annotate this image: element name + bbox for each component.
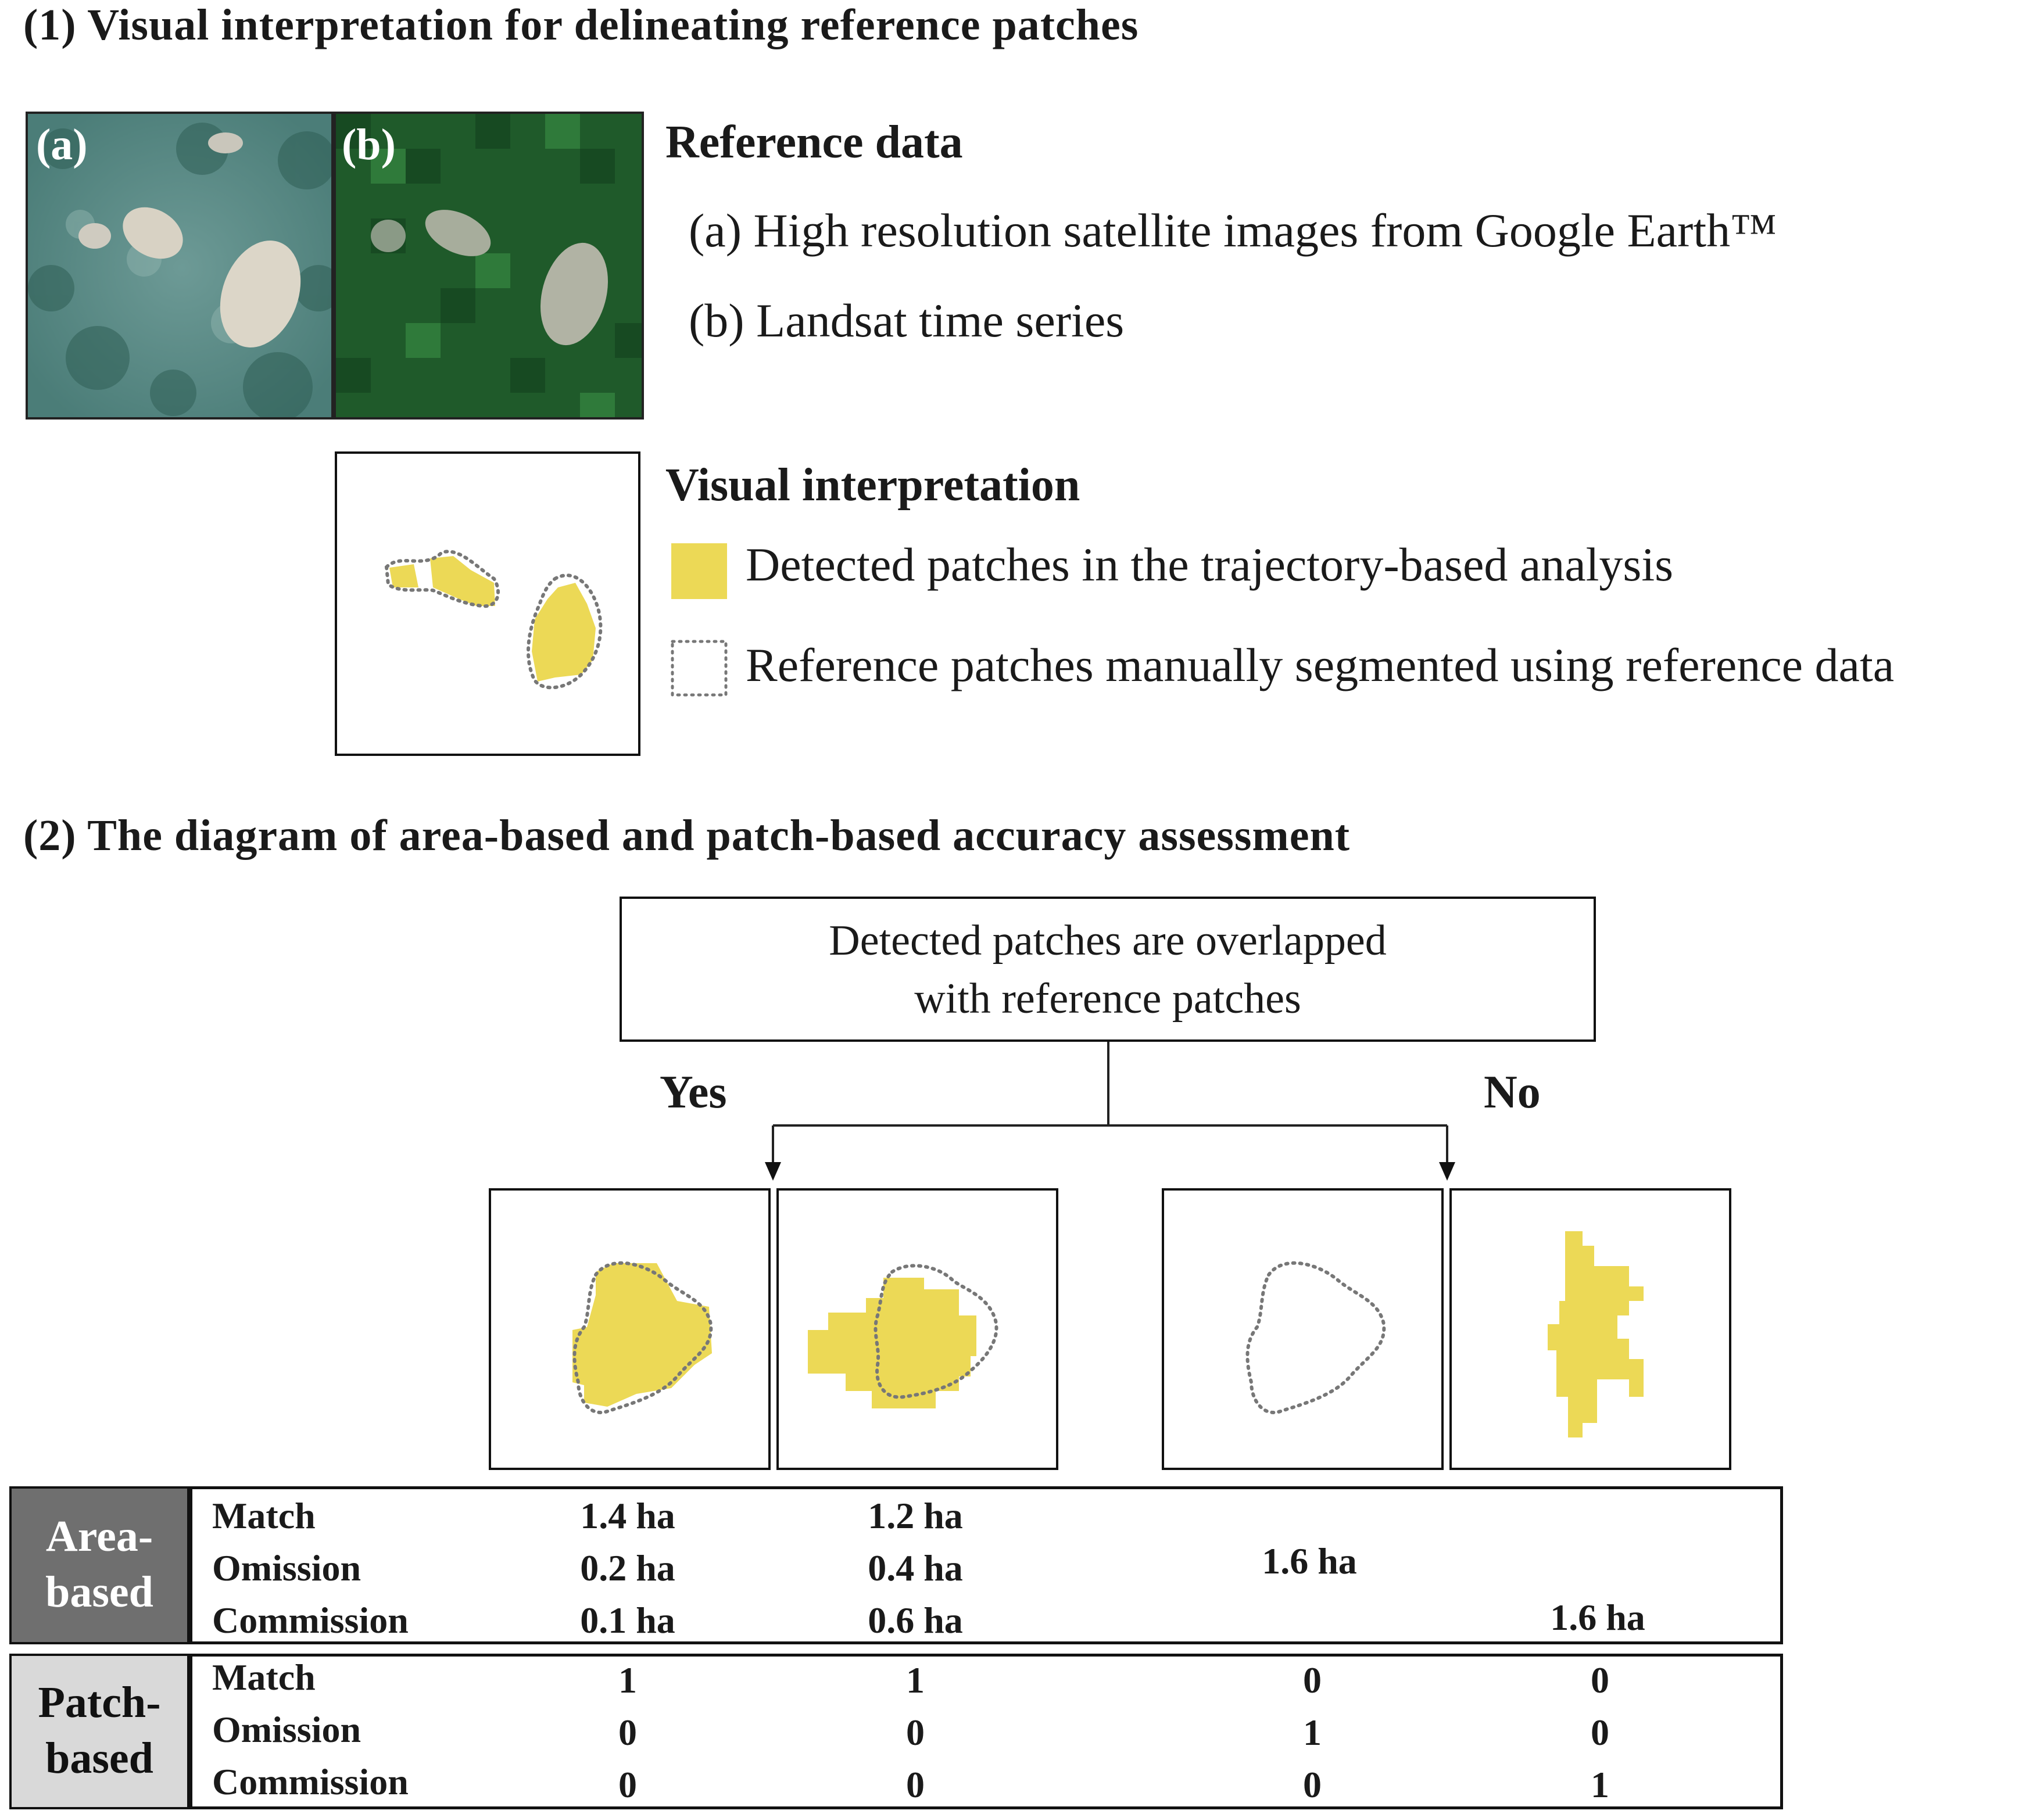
area-case1-commission: 0.1 ha — [580, 1600, 675, 1641]
area-case2-match: 1.2 ha — [868, 1495, 963, 1536]
area-case1-match: 1.4 ha — [580, 1495, 675, 1536]
case3-panel — [1162, 1188, 1444, 1470]
section2-title: (2) The diagram of area-based and patch-based accuracy assessment — [23, 811, 1351, 860]
patch-based-header-line2: based — [45, 1734, 153, 1783]
no-label: No — [1484, 1067, 1541, 1118]
case4-panel — [1449, 1188, 1731, 1470]
section1-title: (1) Visual interpretation for delineating reference patches — [23, 1, 1139, 49]
case1-panel — [489, 1188, 771, 1470]
decision-text: Detected patches are overlapped with reference patches — [829, 917, 1387, 1023]
area-case4-commission: 1.6 ha — [1550, 1597, 1645, 1638]
patch-row-match: Match — [212, 1657, 316, 1698]
legend-reference-label: Reference patches manually segmented using reference data — [746, 639, 1895, 691]
area-row-match: Match — [212, 1495, 316, 1536]
patch-case2-match: 1 — [906, 1659, 925, 1701]
patch-case2-commission: 0 — [906, 1764, 925, 1805]
visual-interpretation-heading: Visual interpretation — [665, 460, 1080, 511]
patch-case2-omission: 0 — [906, 1712, 925, 1753]
patch-case4-commission: 1 — [1591, 1764, 1609, 1805]
interpretation-panel — [335, 451, 640, 756]
legend-detected-label: Detected patches in the trajectory-based analysis — [746, 538, 1674, 591]
patch-row-commission: Commission — [212, 1761, 409, 1802]
reference-item-b: (b) Landsat time series — [689, 294, 1125, 347]
reference-swatch — [670, 639, 728, 697]
patch-based-header — [9, 1654, 189, 1809]
case2-panel — [776, 1188, 1058, 1470]
patch-case3-commission: 0 — [1303, 1764, 1322, 1805]
area-case2-commission: 0.6 ha — [868, 1600, 963, 1641]
image-b-label: (b) — [342, 120, 396, 169]
patch-based-header-line1: Patch- — [38, 1678, 161, 1727]
area-based-header — [9, 1486, 189, 1644]
landsat-image-b — [334, 112, 644, 420]
area-case3-omission: 1.6 ha — [1262, 1540, 1357, 1582]
patch-case1-match: 1 — [618, 1659, 637, 1701]
area-based-header-line2: based — [45, 1568, 153, 1616]
yes-label: Yes — [660, 1067, 727, 1118]
area-case2-omission: 0.4 ha — [868, 1547, 963, 1589]
satellite-image-a — [26, 112, 334, 420]
patch-case1-omission: 0 — [618, 1712, 637, 1753]
patch-case4-omission: 0 — [1591, 1712, 1609, 1753]
area-row-omission: Omission — [212, 1547, 361, 1589]
area-based-header-line1: Area- — [45, 1512, 153, 1561]
image-a-label: (a) — [36, 120, 88, 169]
area-case1-omission: 0.2 ha — [580, 1547, 675, 1589]
area-row-commission: Commission — [212, 1600, 409, 1641]
detected-swatch — [671, 543, 727, 599]
patch-case1-commission: 0 — [618, 1764, 637, 1805]
patch-case3-omission: 1 — [1303, 1712, 1322, 1753]
patch-case3-match: 0 — [1303, 1659, 1322, 1701]
reference-item-a: (a) High resolution satellite images from Google Earth™ — [689, 204, 1777, 257]
decision-box — [620, 897, 1596, 1042]
reference-data-heading: Reference data — [665, 117, 963, 168]
patch-row-omission: Omission — [212, 1709, 361, 1750]
patch-case4-match: 0 — [1591, 1659, 1609, 1701]
